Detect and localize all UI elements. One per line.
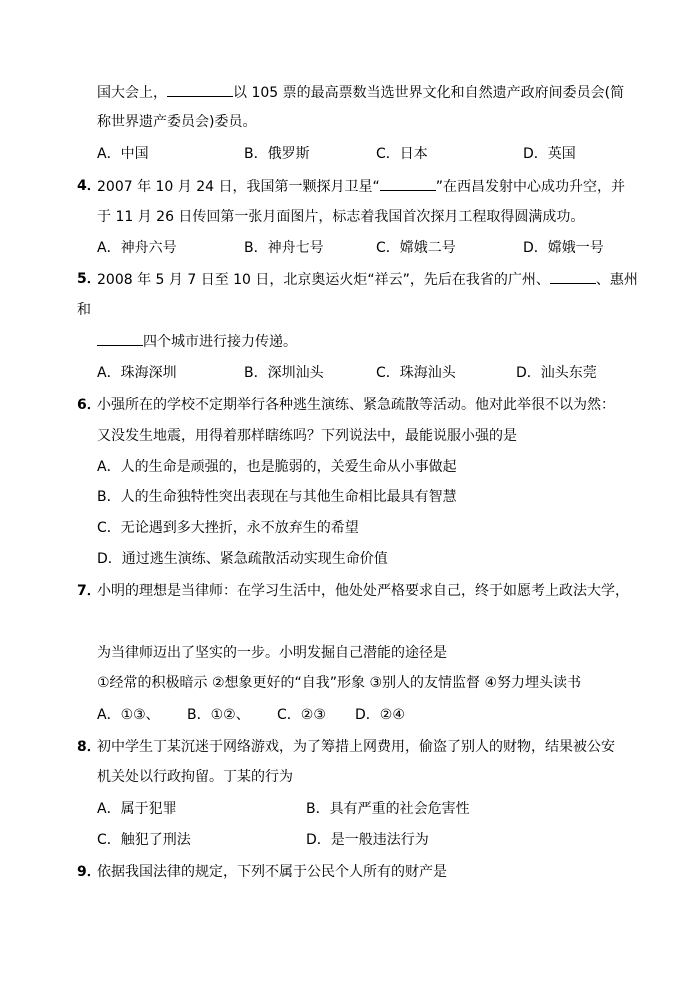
q5-text-pre: 2008 年 5 月 7 日至 10 日，北京奥运火炬“祥云”，先后在我省的广州、 [97,272,550,288]
q4-option-b: B．神舟七号 [244,240,324,256]
q6-line2: 又没发生地震，用得着那样瞎练吗？下列说法中，最能说服小强的是 [97,428,517,444]
q6-option-b: B．人的生命独特性突出表现在与其他生命相比最具有智慧 [97,489,457,505]
q3-text-pre: 国大会上， [97,85,167,101]
q5-line1 [97,269,638,290]
q9-number: 9． [77,864,101,880]
q5-line3-text: 四个城市进行接力传递。 [143,334,297,350]
q5-number: 5． [77,271,101,287]
q3-text-post: 以 105 票的最高票数当选世界文化和自然遗产政府间委员会(简 [233,85,625,101]
q7-option-a: A．①③、 [97,707,160,723]
q8-number: 8． [77,739,101,755]
q4-line1 [97,176,625,197]
q4-text-post: ”在西昌发射中心成功升空，并 [435,179,626,195]
q7-number: 7． [77,583,101,599]
q3-blank [167,82,233,97]
q8-option-c: C．触犯了刑法 [97,832,191,848]
q5-text-post: 、惠州 [595,272,638,288]
q7-option-b: B．①②、 [187,707,250,723]
q4-text-pre: 2007 年 10 月 24 日，我国第一颗探月卫星“ [97,179,380,195]
q5-option-a: A．珠海深圳 [97,365,177,381]
q5-line2: 和 [77,302,91,318]
q4-option-c: C．嫦娥二号 [376,240,456,256]
q8-option-b: B．具有严重的社会危害性 [306,801,470,817]
q4-blank [380,176,436,191]
q6-option-a: A．人的生命是顽强的，也是脆弱的，关爱生命从小事做起 [97,459,457,475]
q5-blank-2 [97,331,143,346]
q3-line1 [97,82,624,103]
q7-line2: 为当律师迈出了坚实的一步。小明发掘自己潜能的途径是 [97,645,447,661]
q6-option-d: D．通过逃生演练、紧急疏散活动实现生命价值 [97,551,388,567]
q7-option-c: C．②③ [277,707,326,723]
q7-line3: ①经常的积极暗示 ②想象更好的“自我”形象 ③别人的友情监督 ④努力埋头读书 [97,675,582,691]
q6-line1: 小强所在的学校不定期举行各种逃生演练、紧急疏散等活动。他对此举很不以为然： [97,397,615,413]
q5-line3 [97,331,297,352]
q4-option-d: D．嫦娥一号 [523,240,604,256]
q9-line1: 依据我国法律的规定，下列不属于公民个人所有的财产是 [97,864,447,880]
q8-option-a: A．属于犯罪 [97,801,177,817]
q6-number: 6． [77,397,101,413]
q3-line2: 称世界遗产委员会)委员。 [97,114,257,130]
q7-line1: 小明的理想是当律师：在学习生活中，他处处严格要求自己，终于如愿考上政法大学， [97,583,629,599]
q7-option-d: D．②④ [355,707,405,723]
q8-line1: 初中学生丁某沉迷于网络游戏，为了筹措上网费用，偷盗了别人的财物，结果被公安 [97,739,615,755]
q4-number: 4． [77,178,101,194]
q3-option-c: C．日本 [376,146,428,162]
q4-option-a: A．神舟六号 [97,240,177,256]
q5-option-b: B．深圳汕头 [244,365,324,381]
q8-line2: 机关处以行政拘留。丁某的行为 [97,769,293,785]
q5-option-c: C．珠海汕头 [376,365,456,381]
q3-option-b: B．俄罗斯 [244,146,310,162]
q6-option-c: C．无论遇到多大挫折，永不放弃生的希望 [97,520,359,536]
q5-option-d: D．汕头东莞 [516,365,597,381]
q8-option-d: D．是一般违法行为 [306,832,429,848]
q4-line2: 于 11 月 26 日传回第一张月面图片，标志着我国首次探月工程取得圆满成功。 [97,209,585,225]
q5-blank-1 [550,269,596,284]
q3-option-d: D．英国 [523,146,576,162]
q3-option-a: A．中国 [97,146,149,162]
